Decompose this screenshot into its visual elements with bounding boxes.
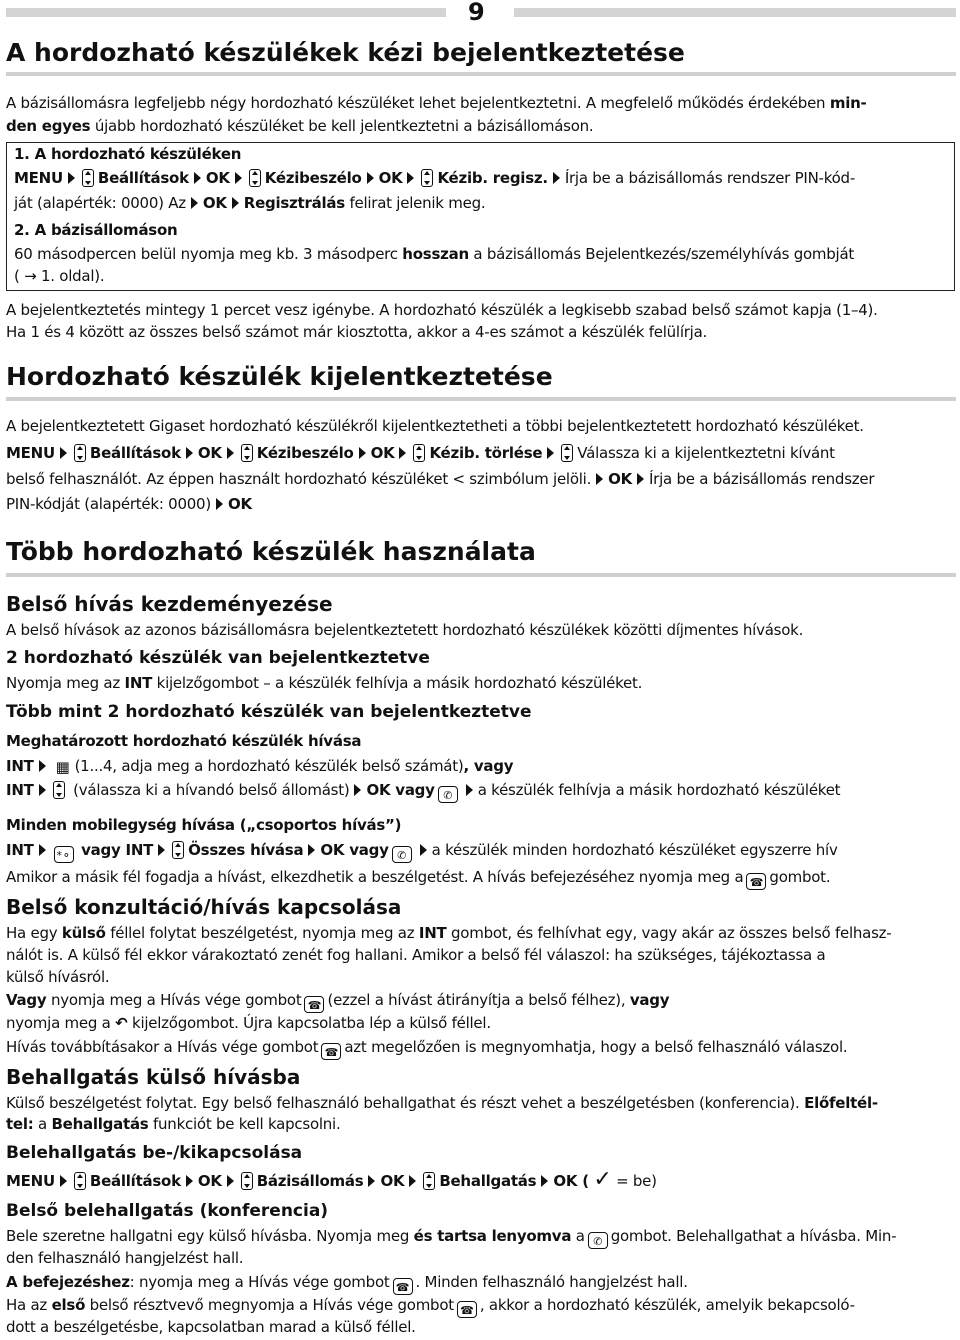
arrow-right-icon	[541, 1175, 548, 1187]
arrow-right-icon	[420, 844, 427, 856]
paragraph: belső felhasználót. Az éppen használt hordozható készüléket < szimbólum jelöli. OK Írja be a bázisállomás rendszer	[6, 470, 875, 488]
paragraph: nálót is. A külső fél ekkor várakoztató zenét fog hallani. Amikor a belső fél válaszol: ha szükséges, tájékoztassa a	[6, 946, 826, 964]
procedure-line: INT *⚬ vagy INT Összes hívása OK vagy ✆ a készülék minden hordozható készüléket egyszerre hív	[6, 841, 838, 862]
arrow-right-icon	[227, 447, 234, 459]
paragraph: PIN-kódját (alapérték: 0000) OK	[6, 495, 252, 513]
arrow-right-icon	[194, 172, 201, 184]
section-title-deregistration: Hordozható készülék kijelentkeztetése	[6, 362, 553, 391]
nav-key-icon	[241, 1172, 253, 1190]
paragraph: dott a beszélgetésbe, kapcsolatban marad a külső féllel.	[6, 1318, 416, 1336]
paragraph: Amikor a másik fél fogadja a hívást, elkezdhetik a beszélgetést. A hívás befejezéséhez nyomja meg a ☎ gombot.	[6, 868, 831, 889]
nav-key-icon	[74, 444, 86, 462]
end-call-key-icon: ☎	[457, 1301, 477, 1318]
nav-key-icon	[413, 444, 425, 462]
arrow-right-icon	[158, 844, 165, 856]
nav-key-icon	[74, 1172, 86, 1190]
nav-key-icon	[172, 841, 184, 859]
paragraph: Külső beszélgetést folytat. Egy belső felhasználó behallgathat és részt vehet a beszélgetésben (konferencia). Előfeltél-	[6, 1094, 878, 1112]
arrow-right-icon	[216, 498, 223, 510]
nav-key-icon	[53, 781, 65, 799]
nav-key-icon	[82, 169, 94, 187]
section-title-multi: Több hordozható készülék használata	[6, 537, 536, 566]
paragraph: A belső hívások az azonos bázisállomásra bejelentkeztetett hordozható készülékek közötti díjmentes hívások.	[6, 621, 804, 639]
arrow-right-icon	[191, 197, 198, 209]
menu-path: MENU Beállítások OK Bázisállomás OK Behallgatás OK ( ✓ = be)	[6, 1167, 657, 1192]
end-call-key-icon: ☎	[304, 996, 324, 1013]
subheading: Belső belehallgatás (konferencia)	[6, 1201, 329, 1221]
paragraph: Nyomja meg az INT kijelzőgombot – a készülék felhívja a másik hordozható készüléket.	[6, 674, 643, 692]
subheading-small: Minden mobilegység hívása („csoportos hívás”)	[6, 816, 402, 834]
paragraph: Ha az első belső résztvevő megnyomja a Hívás vége gombot ☎ , akkor a hordozható készülék, amelyik bekapcsoló-	[6, 1296, 855, 1317]
menu-path-cont: ját (alapérték: 0000) Az OK Regisztrálás felirat jelenik meg.	[14, 194, 486, 212]
subheading: Belső hívás kezdeményezése	[6, 592, 333, 616]
section-rule	[6, 397, 956, 401]
paragraph: den felhasználó hangjelzést hall.	[6, 1249, 244, 1267]
arrow-right-icon	[39, 784, 46, 796]
step-title: 1. A hordozható készüléken	[14, 145, 242, 163]
arrow-right-icon	[367, 172, 374, 184]
nav-key-icon	[423, 1172, 435, 1190]
arrow-right-icon	[227, 1175, 234, 1187]
arrow-right-icon	[186, 447, 193, 459]
paragraph: den egyes újabb hordozható készüléket be kell jelentkeztetni a bázisállomáson.	[6, 117, 594, 135]
paragraph: külső hívásról.	[6, 968, 110, 986]
arrow-right-icon	[596, 473, 603, 485]
procedure-line: INT ▦ (1...4, adja meg a hordozható készülék belső számát), vagy	[6, 754, 956, 780]
step-title: 2. A bázisállomáson	[14, 221, 178, 239]
end-call-key-icon: ☎	[746, 873, 766, 890]
arrow-right-icon	[359, 447, 366, 459]
section-rule	[6, 573, 956, 577]
arrow-right-icon	[553, 172, 560, 184]
paragraph: Ha egy külső féllel folytat beszélgetést, nyomja meg az INT gombot, és felhívhat egy, vagy akár az összes belső felhasz-	[6, 924, 892, 942]
arrow-right-icon	[368, 1175, 375, 1187]
arrow-right-icon	[68, 172, 75, 184]
paragraph: A bejelentkeztetett Gigaset hordozható készülékről kijelentkeztetheti a többi bejelentkeztetett hordozható készüléket.	[6, 417, 864, 435]
arrow-right-icon	[60, 1175, 67, 1187]
header-bar-left	[6, 8, 446, 17]
arrow-right-icon	[186, 1175, 193, 1187]
arrow-right-icon	[235, 172, 242, 184]
subheading-small: Meghatározott hordozható készülék hívása	[6, 732, 362, 750]
arrow-right-icon	[466, 784, 473, 796]
nav-key-icon	[249, 169, 261, 187]
end-call-key-icon: ☎	[393, 1278, 413, 1295]
step-text: 60 másodpercen belül nyomja meg kb. 3 másodperc hosszan a bázisállomás Bejelentkezés/személyhívás gombját	[14, 245, 855, 263]
paragraph: A bejelentkeztetés mintegy 1 percet vesz igénybe. A hordozható készülék a legkisebb szabad belső számot kapja (1–4).	[6, 301, 878, 319]
arrow-right-icon	[232, 197, 239, 209]
header-bar-right	[514, 8, 956, 17]
end-call-key-icon: ☎	[321, 1043, 341, 1060]
subheading: Belehallgatás be-/kikapcsolása	[6, 1143, 303, 1163]
arrow-right-icon	[399, 447, 406, 459]
keypad-icon: ▦	[55, 758, 70, 776]
subheading: Több mint 2 hordozható készülék van bejelentkeztetve	[6, 702, 532, 722]
talk-key-icon: ✆	[392, 846, 412, 863]
arrow-right-icon	[407, 172, 414, 184]
paragraph: Hívás továbbításakor a Hívás vége gombot ☎ azt megelőzően is megnyomhatja, hogy a belső felhasználó válaszol.	[6, 1038, 848, 1059]
talk-key-icon: ✆	[438, 786, 458, 803]
talk-key-icon: ✆	[588, 1232, 608, 1249]
section-title-registration: A hordozható készülékek kézi bejelentkeztetése	[6, 38, 685, 67]
paragraph: tel: a Behallgatás funkciót be kell kapcsolni.	[6, 1115, 341, 1133]
menu-path: MENU Beállítások OK Kézibeszélo OK Kézib. törlése Válassza ki a kijelentkeztetni kívánt	[6, 444, 835, 462]
subheading: 2 hordozható készülék van bejelentkeztetve	[6, 648, 430, 668]
page-number: 9	[468, 0, 485, 26]
nav-key-icon	[561, 444, 573, 462]
procedure-line: INT (válassza ki a hívandó belső állomást) OK vagy ✆ a készülék felhívja a másik hordozható készüléket	[6, 781, 841, 802]
paragraph: Vagy nyomja meg a Hívás vége gombot ☎ (ezzel a hívást átirányítja a belső félhez), vagy	[6, 991, 670, 1012]
nav-key-icon	[241, 444, 253, 462]
paragraph: A befejezéshez: nyomja meg a Hívás vége gombot ☎ . Minden felhasználó hangjelzést hall.	[6, 1273, 688, 1294]
arrow-right-icon	[308, 844, 315, 856]
arrow-right-icon	[409, 1175, 416, 1187]
arrow-right-icon	[547, 447, 554, 459]
subheading: Behallgatás külső hívásba	[6, 1065, 301, 1089]
menu-path: MENU Beállítások OK Kézibeszélo OK Kézib. regisz. Írja be a bázisállomás rendszer PIN-kód-	[14, 169, 855, 187]
paragraph: A bázisállomásra legfeljebb négy hordozható készüléket lehet bejelentkeztetni. A megfelelő működés érdekében min-	[6, 94, 867, 112]
step-ref: ( → 1. oldal).	[14, 267, 105, 285]
back-arrow-icon: ↶	[115, 1014, 128, 1032]
arrow-right-icon	[39, 760, 46, 772]
subheading: Belső konzultáció/hívás kapcsolása	[6, 895, 402, 919]
checkmark-icon: ✓	[593, 1167, 612, 1192]
star-key-icon: *⚬	[54, 846, 74, 863]
section-rule	[6, 72, 956, 76]
arrow-right-icon	[637, 473, 644, 485]
nav-key-icon	[421, 169, 433, 187]
paragraph: nyomja meg a ↶ kijelzőgombot. Újra kapcsolatba lép a külső féllel.	[6, 1014, 491, 1032]
arrow-right-icon	[60, 447, 67, 459]
arrow-right-icon	[39, 844, 46, 856]
arrow-right-icon	[354, 784, 361, 796]
paragraph: Bele szeretne hallgatni egy külső hívásba. Nyomja meg és tartsa lenyomva a ✆ gombot. Belehallgathat a hívásba. Min-	[6, 1227, 897, 1248]
paragraph: Ha 1 és 4 között az összes belső számot már kiosztotta, akkor a 4-es számot a készülék felülírja.	[6, 323, 708, 341]
